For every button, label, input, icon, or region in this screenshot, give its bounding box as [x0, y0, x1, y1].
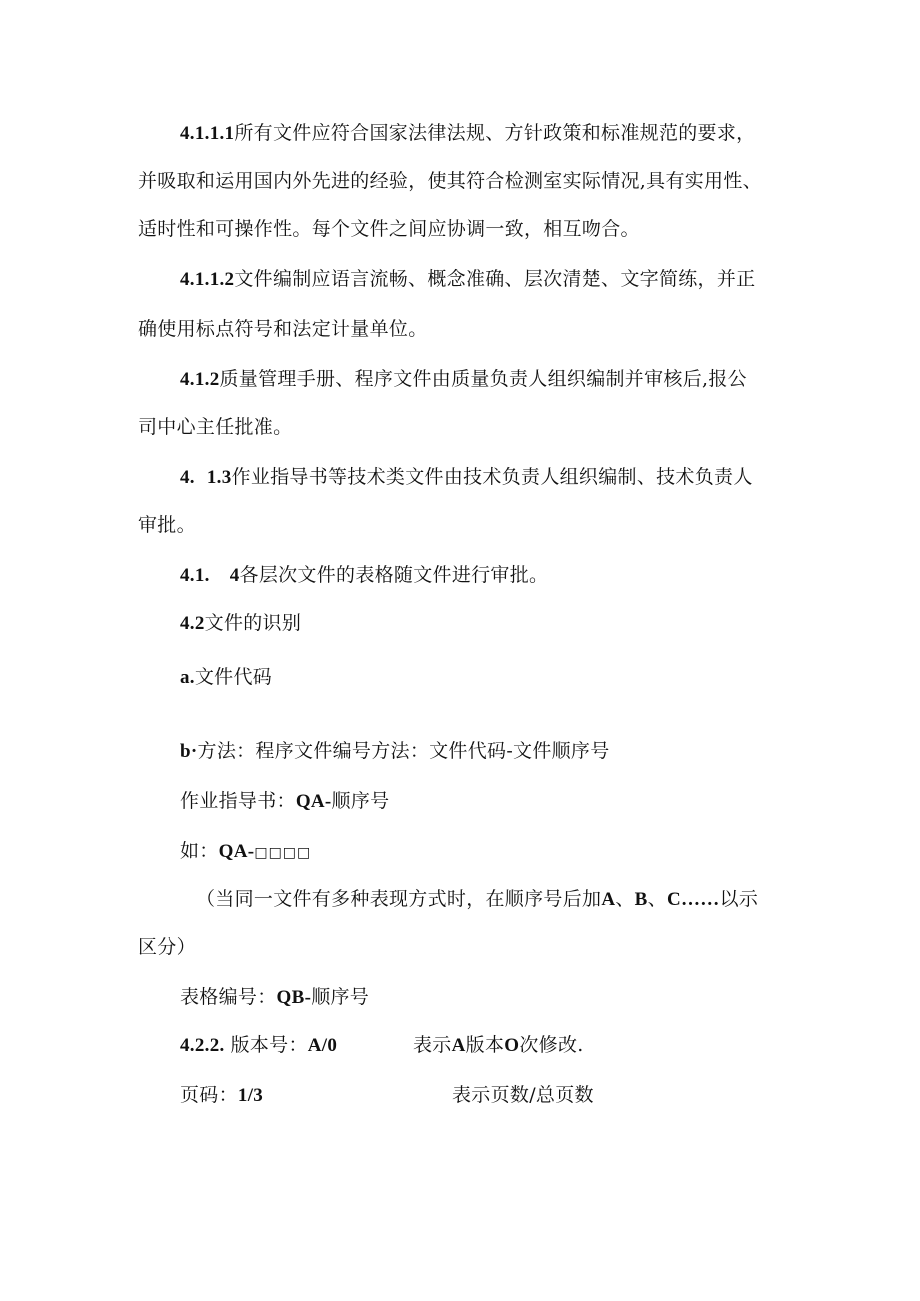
section-title: 文件的识别: [204, 612, 302, 634]
section-4-2-heading: [180, 610, 830, 637]
item-text: 方法：程序文件编号方法：文件代码-文件顺序号: [197, 740, 610, 762]
code: QA-: [218, 841, 255, 862]
clause-text: 质量管理手册、程序文件由质量负责人组织编制并审核后,报公: [219, 368, 747, 390]
clause-4-1-3-line1: [180, 464, 830, 491]
variant-a: A: [601, 889, 616, 910]
clause-text: 各层次文件的表格随文件进行审批。: [239, 564, 549, 586]
label: 页码：: [180, 1084, 238, 1106]
version-value: A/0: [307, 1035, 338, 1056]
clause-4-1-2-line2: 司中心主任批准。: [138, 416, 293, 438]
clause-number: 4.1.1.1: [180, 123, 235, 144]
label: 表格编号：: [180, 986, 277, 1008]
clause-4-1-4: [180, 562, 830, 589]
desc-text: 版本: [465, 1034, 505, 1056]
suffix: 顺序号: [311, 986, 370, 1008]
item-marker: a.: [180, 667, 195, 688]
clause-number-part-a: 4.: [180, 467, 195, 488]
clause-number-part-b: 4: [229, 565, 240, 586]
item-text: 文件代码: [194, 666, 273, 688]
work-instruction-code: [180, 788, 830, 815]
clause-4-1-1-1-line3: 适时性和可操作性。每个文件之间应协调一致，相互吻合。: [138, 218, 640, 240]
example-code: [180, 838, 830, 866]
clause-4-1-3-line2: 审批。: [138, 514, 196, 536]
clause-4-1-1-2-line2: 确使用标点符号和法定计量单位。: [138, 318, 428, 340]
page-number-value: 1/3: [237, 1085, 264, 1106]
desc-version-letter: A: [451, 1035, 466, 1056]
note-text: （当同一文件有多种表现方式时，在顺序号后加: [196, 888, 602, 910]
label: 版本号：: [230, 1034, 308, 1056]
clause-4-1-1-1-line2: 并吸取和运用国内外先进的经验，使其符合检测室实际情况,具有实用性、: [138, 170, 762, 192]
desc-revision-number: O: [504, 1035, 520, 1056]
item-b: [180, 738, 830, 765]
variant-b: B: [634, 889, 648, 910]
note-text-end: 以示: [719, 888, 759, 910]
version-number-row: [180, 1032, 830, 1059]
placeholder-boxes: □□□□: [254, 845, 312, 861]
clause-number: 4.1.1.2: [180, 269, 235, 290]
version-description: [413, 1032, 584, 1059]
note-line1: [196, 886, 846, 913]
clause-text: 作业指导书等技术类文件由技术负责人组织编制、技术负责人: [231, 466, 753, 488]
clause-4-1-1-2-line1: [180, 266, 830, 293]
page-number-row: [180, 1082, 830, 1109]
separator: 、: [615, 888, 635, 910]
clause-number: 4.2.2.: [180, 1035, 225, 1056]
item-marker: b·: [180, 741, 198, 762]
section-number: 4.2: [180, 613, 205, 634]
variant-c: C……: [666, 889, 720, 910]
clause-text: 所有文件应符合国家法律法规、方针政策和标准规范的要求，: [234, 122, 756, 144]
code: QB-: [276, 987, 312, 1008]
clause-4-1-2-line1: [180, 366, 830, 393]
desc-text: 表示: [413, 1034, 452, 1056]
clause-number-part-b: 1.3: [206, 467, 232, 488]
form-code: [180, 984, 830, 1011]
code: QA-: [295, 791, 332, 812]
separator: 、: [647, 888, 667, 910]
note-line2: 区分）: [138, 936, 196, 958]
page-number-description: 表示页数/总页数: [452, 1084, 594, 1106]
desc-text: 次修改.: [519, 1034, 584, 1056]
item-a: [180, 664, 830, 691]
clause-text: 文件编制应语言流畅、概念准确、层次清楚、文字简练，并正: [234, 268, 756, 290]
label: 如：: [180, 840, 219, 862]
clause-number-part-a: 4.1.: [180, 565, 210, 586]
label: 作业指导书：: [180, 790, 296, 812]
clause-number: 4.1.2: [180, 369, 220, 390]
clause-4-1-1-1-line1: [180, 120, 830, 147]
suffix: 顺序号: [331, 790, 390, 812]
